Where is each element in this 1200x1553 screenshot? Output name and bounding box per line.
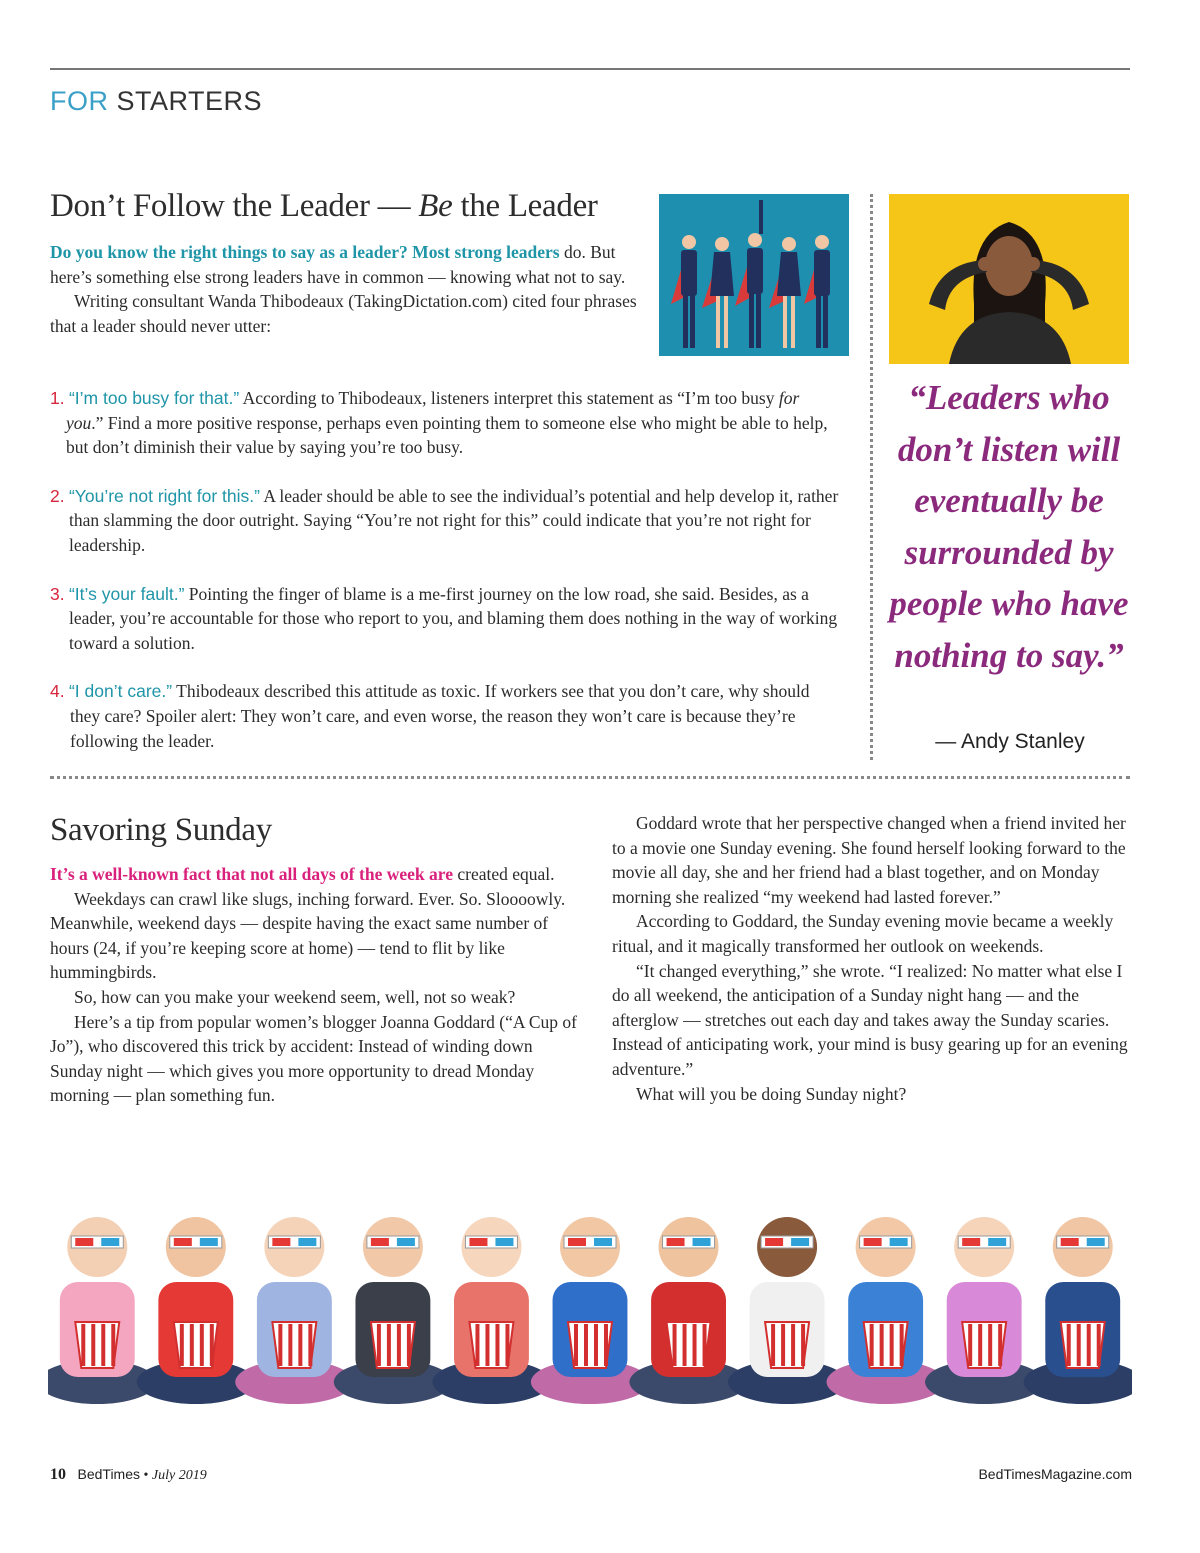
magazine-name: BedTimes (77, 1466, 141, 1482)
article1-intro-rest: do. But here’s something else strong leaders have in common — knowing what not to say. (50, 242, 626, 287)
list-item (50, 582, 840, 656)
woman-covering-ears-photo (889, 194, 1129, 364)
article2-paragraph: Here’s a tip from popular women’s blogger Joanna Goddard (“A Cup of Jo”), who discovered this trick by accident: Instead of winding down Sunday night — which gives you more opportunity to dread Monday morning — plan something fun. (50, 1011, 578, 1106)
list-item-text: According to Thibodeaux, listeners interpret this statement as “I’m too busy (239, 388, 779, 408)
list-item (50, 386, 840, 460)
page-number: 10 (50, 1466, 66, 1483)
kid-figure (531, 1217, 649, 1404)
kids-3d-glasses-photo (48, 1192, 1132, 1412)
top-rule (50, 68, 1130, 70)
article2-intro-rest: created equal. (457, 864, 555, 884)
section-label-main: STARTERS (116, 86, 263, 116)
list-item-number: 2. (50, 485, 65, 506)
kid-figure (334, 1217, 452, 1404)
article2-paragraph: Weekdays can crawl like slugs, inching forward. Ever. So. Sloooowly. Meanwhile, weekend days — despite having the exact same number of hours (24, if you’re keeping score at home) — tend to flit by like hummingbirds. (50, 888, 566, 983)
article1-title-post: the Leader (452, 188, 598, 224)
footer-separator: • (143, 1468, 149, 1483)
pull-quote: “Leaders who don’t listen will eventually be surrounded by people who have nothing to say.” (889, 378, 1129, 675)
kid-figure (1024, 1217, 1132, 1404)
list-item-number: 4. (50, 681, 65, 702)
article2-left-column (50, 862, 578, 1108)
article2-paragraph: What will you be doing Sunday night? (636, 1083, 907, 1104)
article1-title-pre: Don’t Follow the Leader — (50, 188, 419, 224)
article2-paragraph: Goddard wrote that her perspective changed when a friend invited her to a movie one Sunday evening. She found herself looking forward to the movie all day, she and her friend had a blast together, and on Monday morning she realized “my weekend had lasted forever.” (612, 813, 1126, 907)
list-item-phrase: “You’re not right for this.” (68, 485, 260, 506)
list-item (50, 484, 840, 558)
list-item-text: Pointing the finger of blame is a me-first journey on the low road, she said. Besides, as a leader, you’re accountable for those who report to you, and blaming them does nothing in the way of working toward a solution. (69, 583, 838, 653)
article1-intro (50, 240, 650, 338)
list-item (50, 679, 840, 753)
kid-figure (827, 1217, 945, 1404)
vertical-dotted-divider (870, 194, 873, 760)
kid-figure (137, 1217, 255, 1404)
kid-figure (235, 1217, 353, 1404)
list-item-number: 3. (50, 583, 65, 604)
footer-left (50, 1466, 207, 1484)
article1-lead: Do you know the right things to say as a leader? Most strong leaders (50, 242, 560, 262)
article2-paragraph: So, how can you make your weekend seem, well, not so weak? (74, 986, 516, 1007)
website-url: BedTimesMagazine.com (978, 1466, 1132, 1482)
kid-figure (629, 1217, 747, 1404)
section-label-accent: FOR (50, 86, 109, 116)
article2-title: Savoring Sunday (50, 812, 272, 848)
horizontal-dotted-divider (50, 776, 1130, 779)
pull-quote-author: — Andy Stanley (935, 730, 1085, 753)
article1-title (50, 188, 598, 225)
list-item-text: Thibodeaux described this attitude as toxic. If workers see that you don’t care, why should they care? Spoiler alert: They won’t care, and even worse, the reason they won’t care is because they’re following the leader. (70, 681, 810, 751)
section-label (50, 86, 262, 117)
leaders-illustration (659, 194, 849, 356)
article2-right-column (612, 811, 1130, 1106)
phrases-list (50, 386, 840, 753)
list-item-phrase: “I’m too busy for that.” (68, 388, 240, 408)
issue-date: July 2019 (151, 1468, 207, 1483)
list-item-phrase: “It’s your fault.” (68, 583, 185, 604)
article1-para2: Writing consultant Wanda Thibodeaux (TakingDictation.com) cited four phrases that a leader should never utter: (50, 291, 637, 336)
article2-paragraph: According to Goddard, the Sunday evening movie became a weekly ritual, and it magically transformed her outlook on weekends. (612, 911, 1114, 956)
kid-figure (925, 1217, 1043, 1404)
article2-paragraph: “It changed everything,” she wrote. “I realized: No matter what else I do all weekend, the anticipation of a Sunday night hang — and the afterglow — stretches out each day and takes away the Sunday scaries. Instead of anticipating work, your mind is busy gearing up for an evening adventure.” (612, 960, 1128, 1079)
list-item-number: 1. (50, 388, 65, 408)
list-item-text-post: .” Find a more positive response, perhaps even pointing them to someone else who might be able to help, but don’t diminish their value by saying you’re too busy. (66, 412, 828, 458)
list-item-text-em: for you (66, 388, 800, 433)
article2-lead: It’s a well-known fact that not all days of the week are (50, 864, 453, 884)
article1-title-em: Be (418, 188, 453, 224)
kid-figure (432, 1217, 550, 1404)
kid-figure (728, 1217, 846, 1404)
list-item-phrase: “I don’t care.” (68, 681, 173, 702)
list-item-text: A leader should be able to see the individual’s potential and help develop it, rather than slamming the door outright. Saying “You’re not right for this” could indicate that you’re not right for leadership. (69, 485, 839, 555)
